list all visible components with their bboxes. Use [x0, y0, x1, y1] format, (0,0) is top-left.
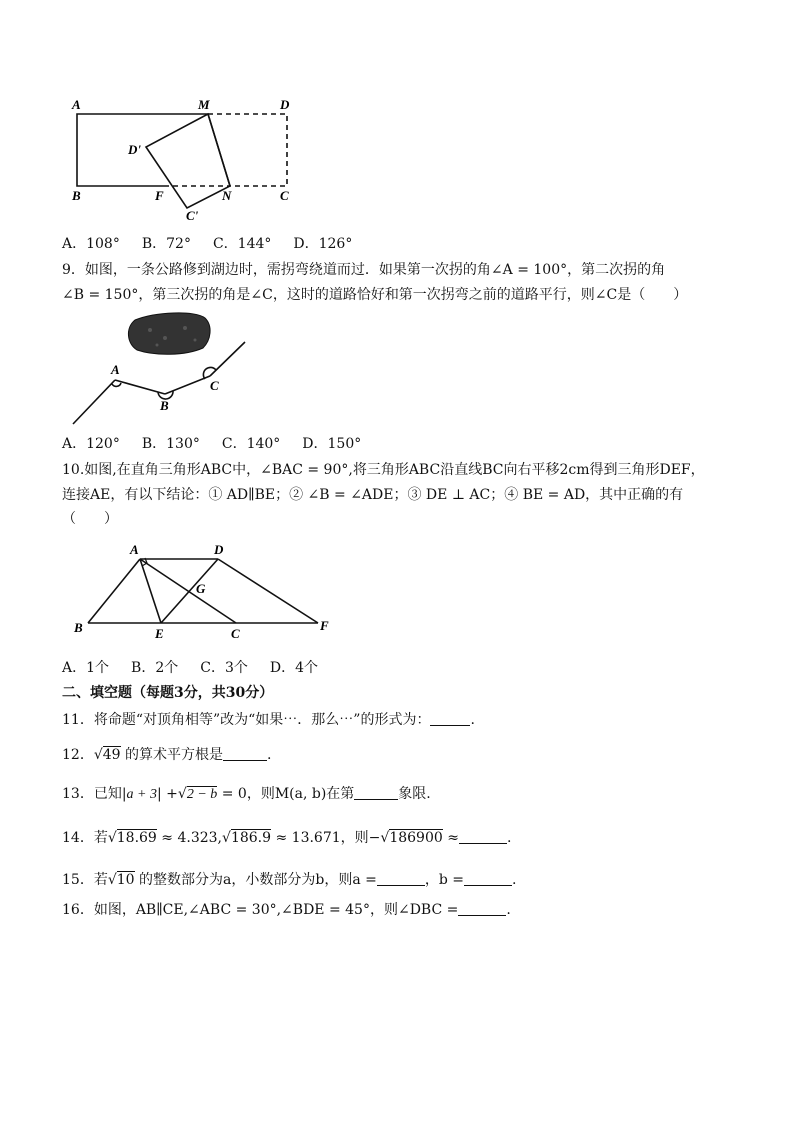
- label-B: B: [74, 620, 83, 635]
- q13-end: 象限.: [398, 786, 431, 802]
- q10-option-d: D．4个: [269, 660, 318, 676]
- sqrt-sign: √: [222, 830, 231, 846]
- q10-text-line2: 连接AE，有以下结论：① AD∥BE；② ∠B = ∠ADE；③ DE ⊥ AC；④ BE = AD，其中正确的有: [62, 487, 684, 503]
- q12-end: .: [267, 747, 272, 763]
- q11-text: 11．将命题“对顶角相等”改为“如果⋯．那么⋯”的形式为：: [62, 712, 431, 728]
- q12-text: 的算术平方根是: [125, 747, 224, 763]
- label-C: C: [210, 378, 219, 393]
- q15-end: .: [512, 872, 517, 888]
- sqrt-sign: √: [93, 747, 103, 763]
- q14-v1: ≈ 4.323,: [161, 830, 223, 846]
- label-M: M: [198, 97, 210, 112]
- q14-v2: ≈ 13.671，则−: [275, 830, 381, 846]
- q13: [62, 784, 431, 805]
- q15: [62, 870, 516, 890]
- q14-approx: ≈: [447, 830, 459, 846]
- q10-option-b: B．2个: [131, 660, 179, 676]
- abs-bar: |: [157, 786, 162, 802]
- sqrt-sign: √: [177, 786, 187, 802]
- q14-end: .: [506, 830, 512, 846]
- q9-text-line1: 9．如图，一条公路修到湖边时，需拐弯绕道而过．如果第一次拐的角∠A = 100°，第二次拐的角: [62, 262, 666, 278]
- label-B: B: [72, 188, 81, 203]
- q10-option-c: C．3个: [200, 660, 248, 676]
- q14-pre: 14．若: [62, 830, 108, 846]
- q15-sep: ，b =: [424, 872, 465, 888]
- q13-abs: a + 3: [126, 787, 157, 802]
- q8-option-c: C．144°: [212, 236, 272, 252]
- answer-blank-b: [464, 871, 512, 886]
- q8-option-b: B．72°: [141, 236, 191, 252]
- q11-end: .: [470, 712, 475, 728]
- q16-end: .: [506, 902, 511, 918]
- sqrt-sign: √: [380, 830, 390, 846]
- figure-folded-rectangle: [60, 92, 310, 227]
- q9-text-line2: ∠B = 150°，第三次拐的角是∠C，这时的道路恰好和第一次拐弯之前的道路平行，则∠C是（ ）: [62, 287, 688, 303]
- q13-mid: = 0，则M(a, b)在第: [221, 786, 355, 802]
- q14-r2: 186.9: [230, 830, 272, 846]
- q12-radicand: 49: [102, 747, 121, 763]
- q10-text-line1: 10.如图,在直角三角形ABC中，∠BAC = 90°,将三角形ABC沿直线BC向右平移2cm得到三角形DEF，: [62, 462, 705, 478]
- abs-bar: |: [121, 786, 127, 802]
- answer-blank: [223, 746, 267, 761]
- answer-blank: [458, 901, 506, 916]
- label-E: E: [155, 626, 164, 641]
- label-F: F: [155, 188, 164, 203]
- q15-mid: 的整数部分为a，小数部分为b，则a =: [139, 872, 377, 888]
- q11: [62, 710, 475, 730]
- q14: [62, 828, 511, 848]
- q10-text-line3: （ ）: [62, 511, 118, 527]
- sqrt-sign: √: [107, 830, 117, 846]
- label-D: D: [214, 542, 224, 557]
- label-A: A: [72, 97, 81, 112]
- label-C: C: [280, 188, 289, 203]
- q14-r1: 18.69: [116, 830, 157, 846]
- label-D-prime: D': [128, 142, 141, 157]
- q9-option-a: A．120°: [62, 436, 120, 452]
- answer-blank: [459, 829, 507, 844]
- label-G: G: [196, 581, 206, 596]
- q14-r3: 186900: [389, 830, 443, 846]
- q12-num: 12．: [62, 747, 94, 763]
- q9-option-c: C．140°: [221, 436, 281, 452]
- answer-blank: [354, 785, 398, 800]
- q13-pre: 13．已知: [62, 786, 122, 802]
- q16-text: 16．如图，AB∥CE,∠ABC = 30°,∠BDE = 45°，则∠DBC =: [62, 902, 459, 918]
- label-N: N: [222, 188, 232, 203]
- section-heading: 二、填空题（每题3分，共30分）: [62, 685, 274, 701]
- figure-road-lake: [65, 310, 255, 430]
- q9-option-d: D．150°: [302, 436, 362, 452]
- q9-option-b: B．130°: [141, 436, 200, 452]
- q16: [62, 900, 511, 920]
- label-F: F: [320, 618, 329, 633]
- label-C-prime: C': [186, 208, 199, 223]
- q9-options: [62, 434, 383, 454]
- label-A: A: [111, 362, 120, 377]
- figure-triangle-translation: [68, 536, 348, 646]
- label-A: A: [130, 542, 139, 557]
- q15-pre: 15．若: [62, 872, 108, 888]
- q12: [62, 745, 271, 765]
- label-D: D: [280, 97, 290, 112]
- q10-option-a: A．1个: [62, 660, 110, 676]
- label-C: C: [231, 626, 240, 641]
- q8-options: [62, 234, 374, 254]
- answer-blank-a: [377, 871, 425, 886]
- answer-blank: [430, 711, 470, 726]
- q13-radicand: 2 − b: [186, 787, 218, 802]
- q10-options: [62, 658, 340, 678]
- q8-option-d: D．126°: [293, 236, 353, 252]
- sqrt-sign: √: [107, 872, 117, 888]
- q8-option-a: A．108°: [62, 236, 120, 252]
- label-B: B: [160, 398, 169, 413]
- q15-radicand: 10: [116, 872, 135, 888]
- q13-plus: +: [166, 786, 178, 802]
